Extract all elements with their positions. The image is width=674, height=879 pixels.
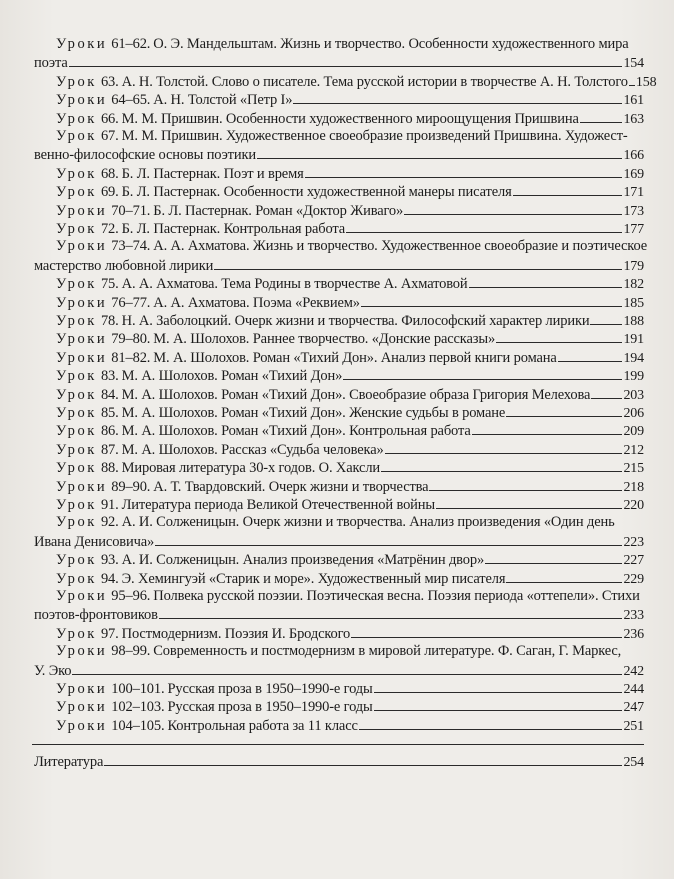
dot-leader bbox=[469, 274, 623, 288]
page-number: 179 bbox=[623, 258, 644, 274]
toc-entry bbox=[34, 182, 644, 200]
literature-label: Литература bbox=[34, 754, 104, 771]
page-number: 203 bbox=[623, 387, 644, 403]
toc-entry bbox=[34, 219, 644, 237]
page-number: 236 bbox=[623, 626, 644, 642]
lesson-keyword: Уроки bbox=[56, 643, 108, 660]
dot-leader bbox=[361, 293, 623, 307]
page-number: 215 bbox=[623, 461, 644, 477]
lesson-number: 91. bbox=[100, 497, 119, 513]
lesson-number: 83. bbox=[100, 368, 119, 385]
lesson-number: 92. bbox=[100, 514, 119, 531]
toc-entry-title: поэтов-фронтовиков bbox=[34, 607, 158, 624]
dot-leader bbox=[155, 532, 622, 546]
toc-entry bbox=[34, 458, 644, 476]
dot-leader bbox=[257, 145, 622, 159]
toc-entry-title: Урок 84. М. А. Шолохов. Роман «Тихий Дон». Своеобразие образа Григория Мелехова bbox=[56, 386, 591, 403]
lesson-keyword: Уроки bbox=[56, 681, 108, 697]
lesson-number: 98–99. bbox=[111, 643, 151, 660]
dot-leader bbox=[429, 477, 622, 491]
lesson-number: 86. bbox=[100, 423, 119, 440]
lesson-keyword: Уроки bbox=[56, 36, 108, 52]
lesson-number: 67. bbox=[100, 128, 119, 144]
lesson-number: 100–101. bbox=[111, 681, 165, 697]
lesson-keyword: Урок bbox=[56, 514, 97, 531]
toc-entry bbox=[34, 385, 644, 403]
toc-entry bbox=[34, 679, 644, 697]
toc-entry-title: Уроки 79–80. М. А. Шолохов. Раннее творчество. «Донские рассказы» bbox=[56, 331, 496, 348]
dot-leader bbox=[436, 495, 622, 509]
toc-entry-title: Урок 92. А. И. Солженицын. Очерк жизни и творчества. Анализ произведения «Один день bbox=[56, 514, 615, 531]
toc-entry bbox=[34, 477, 644, 495]
dot-leader bbox=[496, 329, 622, 343]
toc-entry bbox=[34, 127, 644, 164]
toc-entry-title: Урок 93. А. И. Солженицын. Анализ произведения «Матрёнин двор» bbox=[56, 552, 485, 569]
toc-entry bbox=[34, 624, 644, 642]
toc-entry bbox=[34, 90, 644, 108]
lesson-keyword: Уроки bbox=[56, 699, 108, 716]
page-number: 191 bbox=[623, 332, 644, 348]
toc-entry-title: Ивана Денисовича» bbox=[34, 533, 155, 550]
dot-leader bbox=[305, 164, 623, 178]
dot-leader bbox=[351, 624, 622, 638]
dot-leader bbox=[72, 661, 622, 675]
toc-entry-title: Урок 69. Б. Л. Пастернак. Особенности художественной манеры писателя bbox=[56, 184, 512, 201]
section-divider bbox=[32, 744, 644, 745]
toc-entry bbox=[34, 237, 648, 274]
toc-entry bbox=[34, 550, 644, 568]
lesson-number: 95–96. bbox=[111, 588, 151, 604]
toc-entry bbox=[34, 716, 644, 734]
lesson-keyword: Урок bbox=[56, 552, 97, 569]
toc-entry bbox=[34, 348, 644, 366]
toc-entry bbox=[34, 201, 644, 219]
toc-entry-title: Уроки 64–65. А. Н. Толстой «Петр I» bbox=[56, 92, 293, 109]
lesson-keyword: Уроки bbox=[56, 331, 108, 348]
page-number: 194 bbox=[623, 350, 644, 366]
toc-entry bbox=[34, 72, 657, 90]
toc-entry bbox=[34, 164, 644, 182]
lesson-number: 61–62. bbox=[111, 36, 151, 52]
dot-leader bbox=[485, 550, 622, 564]
lesson-number: 73–74. bbox=[111, 238, 151, 255]
toc-entry bbox=[34, 274, 644, 292]
lesson-keyword: Урок bbox=[56, 276, 97, 293]
lesson-number: 63. bbox=[100, 73, 119, 90]
toc-entry-title: Урок 68. Б. Л. Пастернак. Поэт и время bbox=[56, 165, 304, 182]
lesson-number: 70–71. bbox=[111, 202, 151, 219]
dot-leader bbox=[374, 679, 623, 693]
page-number: 169 bbox=[623, 166, 644, 182]
dot-leader bbox=[590, 311, 622, 325]
toc-entry-title: Уроки 76–77. А. А. Ахматова. Поэма «Реквием» bbox=[56, 294, 360, 311]
page-number: 173 bbox=[623, 203, 644, 219]
lesson-number: 104–105. bbox=[111, 717, 165, 734]
toc-entry-title: Уроки 100–101. Русская проза в 1950–1990-е годы bbox=[56, 681, 373, 697]
lesson-number: 66. bbox=[100, 110, 119, 127]
toc-entry-title: Уроки 104–105. Контрольная работа за 11 класс bbox=[56, 717, 358, 734]
lesson-keyword: Урок bbox=[56, 221, 97, 237]
toc-entry-title: Урок 83. М. А. Шолохов. Роман «Тихий Дон» bbox=[56, 368, 343, 385]
page-number: 227 bbox=[623, 553, 644, 569]
toc-entry-title: Урок 94. Э. Хемингуэй «Старик и море». Художественный мир писателя bbox=[56, 570, 506, 587]
lesson-number: 84. bbox=[100, 386, 119, 403]
page-number: 171 bbox=[623, 185, 644, 201]
dot-leader bbox=[506, 569, 622, 583]
lesson-keyword: Урок bbox=[56, 497, 97, 513]
toc-entry bbox=[34, 697, 644, 715]
toc-entry-title: Уроки 98–99. Современность и постмодернизм в мировой литературе. Ф. Саган, Г. Маркес, bbox=[56, 643, 622, 660]
lesson-keyword: Уроки bbox=[56, 92, 108, 109]
toc-entry bbox=[34, 587, 644, 624]
dot-leader bbox=[159, 605, 623, 619]
lesson-number: 87. bbox=[100, 441, 119, 458]
toc-entry-title: Урок 85. М. А. Шолохов. Роман «Тихий Дон». Женские судьбы в романе bbox=[56, 405, 506, 421]
page-number: 254 bbox=[623, 755, 644, 771]
toc-entry-title: Уроки 61–62. О. Э. Мандельштам. Жизнь и творчество. Особенности художественного мира bbox=[56, 36, 629, 52]
page-number: 220 bbox=[623, 498, 644, 513]
toc-entry-literature bbox=[34, 752, 644, 770]
dot-leader bbox=[558, 348, 623, 362]
lesson-keyword: Урок bbox=[56, 386, 97, 403]
lesson-keyword: Уроки bbox=[56, 717, 108, 734]
toc-entry-title: Урок 72. Б. Л. Пастернак. Контрольная работа bbox=[56, 221, 346, 237]
toc-entry bbox=[34, 569, 644, 587]
lesson-number: 94. bbox=[100, 570, 119, 587]
toc-entry-title: поэта bbox=[34, 55, 68, 72]
lesson-keyword: Урок bbox=[56, 570, 97, 587]
toc-entry-title: Урок 66. М. М. Пришвин. Особенности художественного мироощущения Пришвина bbox=[56, 110, 579, 127]
page-number: 242 bbox=[623, 663, 644, 679]
toc-entry-title: Уроки 89–90. А. Т. Твардовский. Очерк жизни и творчества bbox=[56, 478, 429, 495]
lesson-keyword: Урок bbox=[56, 368, 97, 385]
lesson-number: 78. bbox=[100, 313, 119, 329]
toc-entry bbox=[34, 35, 644, 72]
toc-entry bbox=[34, 293, 644, 311]
toc-entry bbox=[34, 440, 644, 458]
lesson-number: 97. bbox=[100, 625, 119, 642]
lesson-keyword: Уроки bbox=[56, 588, 108, 604]
page-number: 244 bbox=[623, 682, 644, 697]
lesson-number: 85. bbox=[100, 405, 119, 421]
lesson-keyword: Уроки bbox=[56, 202, 108, 219]
lesson-keyword: Урок bbox=[56, 441, 97, 458]
lesson-number: 72. bbox=[100, 221, 119, 237]
lesson-keyword: Урок bbox=[56, 184, 97, 201]
toc-entry-title: Урок 88. Мировая литература 30-х годов. О. Хаксли bbox=[56, 460, 381, 477]
dot-leader bbox=[580, 109, 623, 123]
lesson-number: 76–77. bbox=[111, 294, 151, 311]
lesson-keyword: Урок bbox=[56, 405, 97, 421]
toc-entry-title: Уроки 70–71. Б. Л. Пастернак. Роман «Доктор Живаго» bbox=[56, 202, 404, 219]
toc-entry bbox=[34, 366, 644, 384]
dot-leader bbox=[214, 256, 622, 270]
lesson-number: 93. bbox=[100, 552, 119, 569]
lesson-keyword: Урок bbox=[56, 625, 97, 642]
page-number: 206 bbox=[623, 406, 644, 421]
toc-entry-title: Уроки 73–74. А. А. Ахматова. Жизнь и творчество. Художественное своеобразие и поэтическое bbox=[56, 238, 648, 255]
page-number: 158 bbox=[635, 74, 657, 90]
lesson-keyword: Уроки bbox=[56, 478, 108, 495]
lesson-number: 64–65. bbox=[111, 92, 151, 109]
page-number: 166 bbox=[623, 148, 644, 164]
lesson-keyword: Уроки bbox=[56, 294, 108, 311]
lesson-keyword: Урок bbox=[56, 110, 97, 127]
page-number: 251 bbox=[623, 718, 644, 734]
page-number: 161 bbox=[623, 93, 644, 109]
dot-leader bbox=[374, 697, 623, 711]
lesson-keyword: Уроки bbox=[56, 349, 108, 366]
page-number: 209 bbox=[623, 424, 644, 440]
page-number: 188 bbox=[623, 314, 644, 329]
toc-entry-title: Урок 78. Н. А. Заболоцкий. Очерк жизни и творчества. Философский характер лирики bbox=[56, 313, 590, 329]
lesson-keyword: Урок bbox=[56, 128, 97, 144]
page-number: 218 bbox=[623, 479, 644, 495]
toc-entry-title: Урок 91. Литература периода Великой Отечественной войны bbox=[56, 497, 435, 513]
lesson-number: 69. bbox=[100, 184, 119, 201]
toc-entry-title: Урок 87. М. А. Шолохов. Рассказ «Судьба человека» bbox=[56, 441, 384, 458]
lesson-number: 102–103. bbox=[111, 699, 165, 716]
toc-entry-title: Уроки 95–96. Полвека русской поэзии. Поэтическая весна. Поэзия периода «оттепели». Стихи bbox=[56, 588, 640, 604]
toc-entry bbox=[34, 329, 644, 347]
dot-leader bbox=[381, 458, 622, 472]
toc-entry-title: Уроки 81–82. М. А. Шолохов. Роман «Тихий Дон». Анализ первой книги романа bbox=[56, 349, 557, 366]
lesson-keyword: Урок bbox=[56, 73, 97, 90]
page-number: 177 bbox=[623, 222, 644, 237]
page-number: 163 bbox=[623, 111, 644, 127]
dot-leader bbox=[629, 72, 635, 86]
toc-entry bbox=[34, 311, 644, 329]
dot-leader bbox=[359, 716, 623, 730]
page-number: 233 bbox=[623, 608, 644, 624]
toc-entry-title: Урок 75. А. А. Ахматова. Тема Родины в творчестве А. Ахматовой bbox=[56, 276, 468, 293]
lesson-keyword: Урок bbox=[56, 460, 97, 477]
toc-entry-title: У. Эко bbox=[34, 662, 72, 679]
toc-entry bbox=[34, 403, 644, 421]
lesson-number: 89–90. bbox=[111, 478, 151, 495]
page-number: 154 bbox=[623, 56, 644, 72]
dot-leader bbox=[69, 53, 623, 67]
page-number: 185 bbox=[623, 295, 644, 311]
toc-entry-title: Урок 86. М. А. Шолохов. Роман «Тихий Дон». Контрольная работа bbox=[56, 423, 471, 440]
toc-entry-title: Урок 97. Постмодернизм. Поэзия И. Бродского bbox=[56, 625, 351, 642]
toc-entry-title: мастерство любовной лирики bbox=[34, 257, 214, 274]
toc-entry-title: Уроки 102–103. Русская проза в 1950–1990-е годы bbox=[56, 699, 373, 716]
dot-leader bbox=[104, 752, 622, 766]
page-number: 229 bbox=[623, 571, 644, 587]
lesson-number: 75. bbox=[100, 276, 119, 293]
page-number: 223 bbox=[623, 534, 644, 550]
page-number: 247 bbox=[623, 700, 644, 716]
lesson-keyword: Урок bbox=[56, 423, 97, 440]
lesson-number: 88. bbox=[100, 460, 119, 477]
dot-leader bbox=[385, 440, 623, 454]
toc-entry-title: Урок 63. А. Н. Толстой. Слово о писателе. Тема русской истории в творчестве А. Н. Толстого bbox=[56, 73, 628, 90]
toc-entry bbox=[34, 495, 644, 513]
lesson-number: 79–80. bbox=[111, 331, 151, 348]
page-number: 212 bbox=[623, 442, 644, 458]
lesson-keyword: Урок bbox=[56, 165, 97, 182]
lesson-number: 68. bbox=[100, 165, 119, 182]
dot-leader bbox=[404, 201, 622, 215]
toc-entry bbox=[34, 109, 644, 127]
dot-leader bbox=[513, 182, 623, 196]
dot-leader bbox=[343, 366, 622, 380]
toc-entry-title: Урок 67. М. М. Пришвин. Художественное своеобразие произведений Пришвина. Художест- bbox=[56, 128, 628, 144]
dot-leader bbox=[591, 385, 622, 399]
dot-leader bbox=[506, 403, 622, 417]
dot-leader bbox=[346, 219, 622, 233]
toc-entry-title: венно-философские основы поэтики bbox=[34, 147, 256, 164]
toc-entry bbox=[34, 513, 644, 550]
toc-entry bbox=[34, 642, 644, 679]
lesson-number: 81–82. bbox=[111, 349, 151, 366]
dot-leader bbox=[472, 421, 623, 435]
lesson-keyword: Урок bbox=[56, 313, 97, 329]
dot-leader bbox=[293, 90, 622, 104]
lesson-keyword: Уроки bbox=[56, 238, 108, 255]
toc-entry bbox=[34, 421, 644, 439]
page-number: 199 bbox=[623, 369, 644, 385]
page-number: 182 bbox=[623, 277, 644, 293]
